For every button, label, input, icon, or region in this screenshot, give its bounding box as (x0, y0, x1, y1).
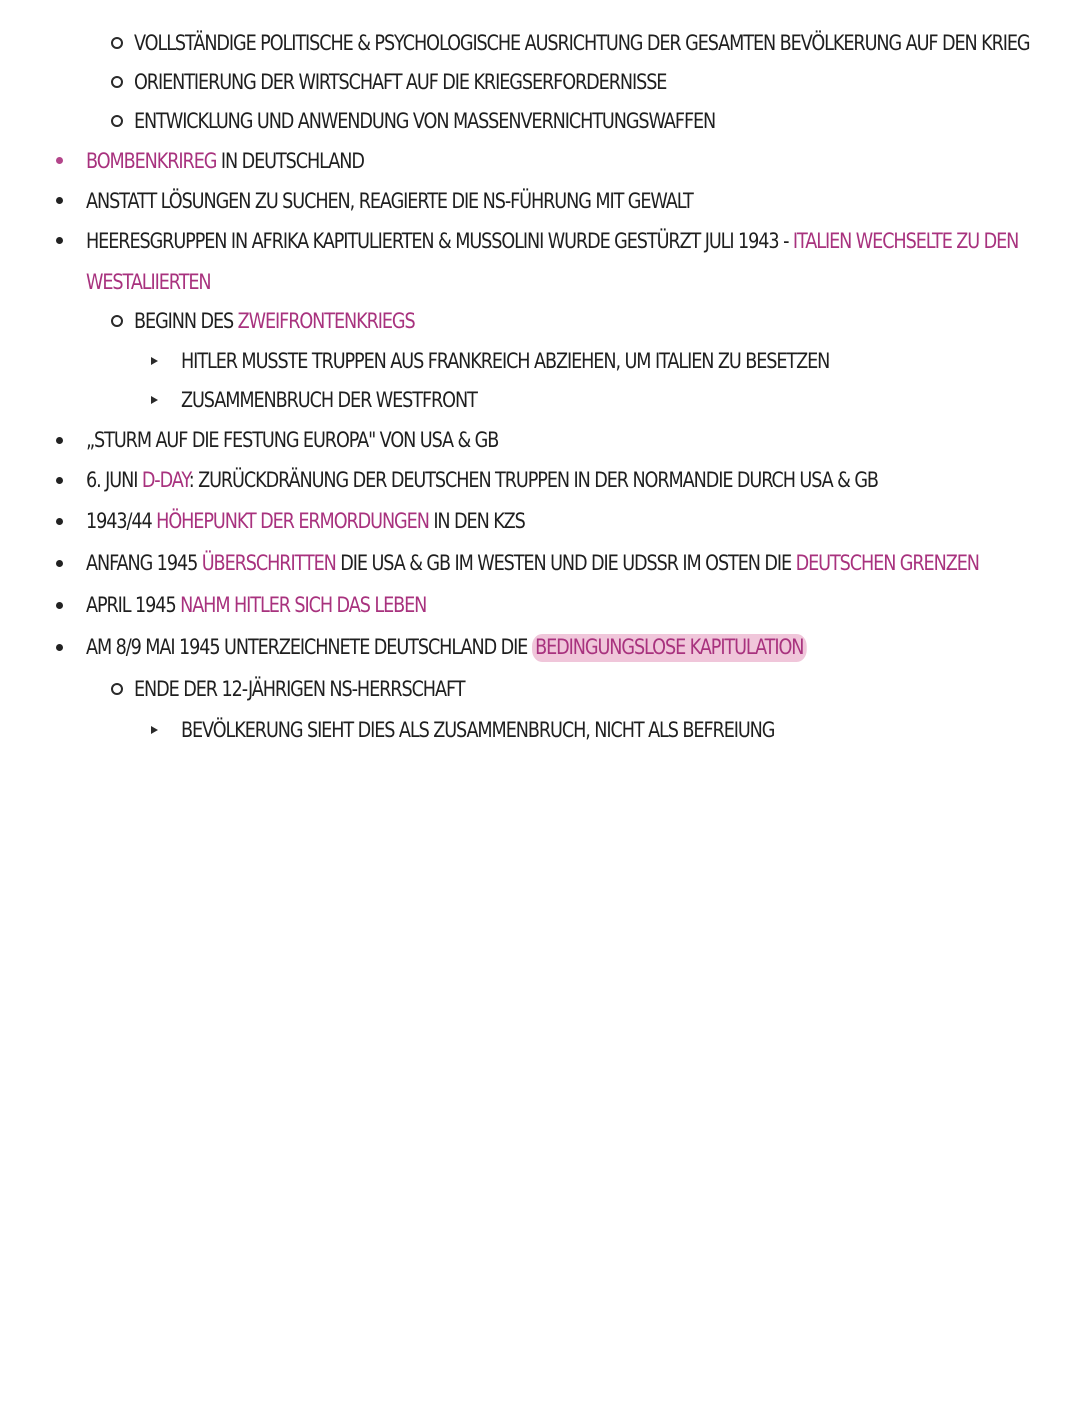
dot-bullet-icon (56, 197, 63, 204)
pink-dot-bullet-icon (56, 157, 63, 164)
note-line (86, 228, 1018, 254)
note-line (86, 508, 525, 534)
dot-bullet-icon (56, 437, 63, 444)
dot-bullet-icon (56, 560, 63, 567)
triangle-bullet-icon (151, 396, 158, 404)
note-text: DIE USA & GB IM WESTEN UND DIE UDSSR IM OSTEN DIE (335, 551, 796, 575)
highlighted-term: HÖHEPUNKT DER ERMORDUNGEN (156, 509, 429, 533)
note-line (134, 30, 1030, 56)
note-text: HITLER MUSSTE TRUPPEN AUS FRANKREICH ABZIEHEN, UM ITALIEN ZU BESETZEN (181, 349, 830, 373)
hollow-circle-bullet-icon (111, 315, 123, 327)
highlighter-marked-term: BEDINGUNGSLOSE KAPITULATION (532, 634, 807, 662)
note-text: VOLLSTÄNDIGE POLITISCHE & PSYCHOLOGISCHE AUSRICHTUNG DER GESAMTEN BEVÖLKERUNG AUF DEN KRIEG (134, 31, 1030, 55)
dot-bullet-icon (56, 237, 63, 244)
note-text: : ZURÜCKDRÄNUNG DER DEUTSCHEN TRUPPEN IN DER NORMANDIE DURCH USA & GB (188, 468, 878, 492)
dot-bullet-icon (56, 477, 63, 484)
note-text: ORIENTIERUNG DER WIRTSCHAFT AUF DIE KRIEGSERFORDERNISSE (134, 70, 667, 94)
note-line (86, 427, 498, 453)
note-text: AM 8/9 MAI 1945 UNTERZEICHNETE DEUTSCHLAND DIE (86, 635, 532, 659)
note-line (181, 717, 774, 743)
note-text: BEVÖLKERUNG SIEHT DIES ALS ZUSAMMENBRUCH, NICHT ALS BEFREIUNG (181, 718, 775, 742)
note-line (86, 592, 426, 618)
dot-bullet-icon (56, 602, 63, 609)
dot-bullet-icon (56, 644, 63, 651)
note-line (181, 387, 477, 413)
note-line (134, 69, 666, 95)
note-text: ANSTATT LÖSUNGEN ZU SUCHEN, REAGIERTE DIE NS-FÜHRUNG MIT GEWALT (86, 189, 693, 213)
note-text: HEERESGRUPPEN IN AFRIKA KAPITULIERTEN & MUSSOLINI WURDE GESTÜRZT JULI 1943 - (86, 229, 793, 253)
note-line (86, 550, 979, 576)
hollow-circle-bullet-icon (111, 76, 123, 88)
highlighted-term: ÜBERSCHRITTEN (201, 551, 336, 575)
note-text: BEGINN DES (134, 309, 238, 333)
note-text: ENDE DER 12-JÄHRIGEN NS-HERRSCHAFT (134, 677, 465, 701)
hollow-circle-bullet-icon (111, 37, 123, 49)
note-text: ANFANG 1945 (86, 551, 202, 575)
note-line (181, 348, 829, 374)
note-text: ZUSAMMENBRUCH DER WESTFRONT (181, 388, 477, 412)
note-line (86, 148, 364, 174)
note-text: IN DEUTSCHLAND (216, 149, 364, 173)
triangle-bullet-icon (151, 357, 158, 365)
highlighted-term: NAHM HITLER SICH DAS LEBEN (180, 593, 427, 617)
highlighted-term: ITALIEN WECHSELTE ZU DEN (792, 229, 1019, 253)
note-line (134, 676, 464, 702)
hollow-circle-bullet-icon (111, 115, 123, 127)
note-text: „STURM AUF DIE FESTUNG EUROPA" VON USA & GB (86, 428, 499, 452)
highlighted-term: D-DAY (141, 468, 189, 492)
triangle-bullet-icon (151, 726, 158, 734)
note-text: APRIL 1945 (86, 593, 181, 617)
note-line (134, 308, 415, 334)
dot-bullet-icon (56, 518, 63, 525)
note-text: IN DEN KZS (428, 509, 525, 533)
highlighted-term: ZWEIFRONTENKRIEGS (237, 309, 415, 333)
highlighted-term: WESTALIIERTEN (86, 270, 211, 294)
highlighted-term: BOMBENKRIREG (86, 149, 217, 173)
note-line-continuation (86, 269, 211, 295)
note-text: 1943/44 (86, 509, 157, 533)
note-line (86, 467, 878, 493)
highlighted-term: DEUTSCHEN GRENZEN (795, 551, 979, 575)
note-line (86, 634, 807, 660)
note-text: 6. JUNI (86, 468, 142, 492)
note-line (134, 108, 715, 134)
note-text: ENTWICKLUNG UND ANWENDUNG VON MASSENVERNICHTUNGSWAFFEN (134, 109, 716, 133)
note-line (86, 188, 693, 214)
hollow-circle-bullet-icon (111, 683, 123, 695)
